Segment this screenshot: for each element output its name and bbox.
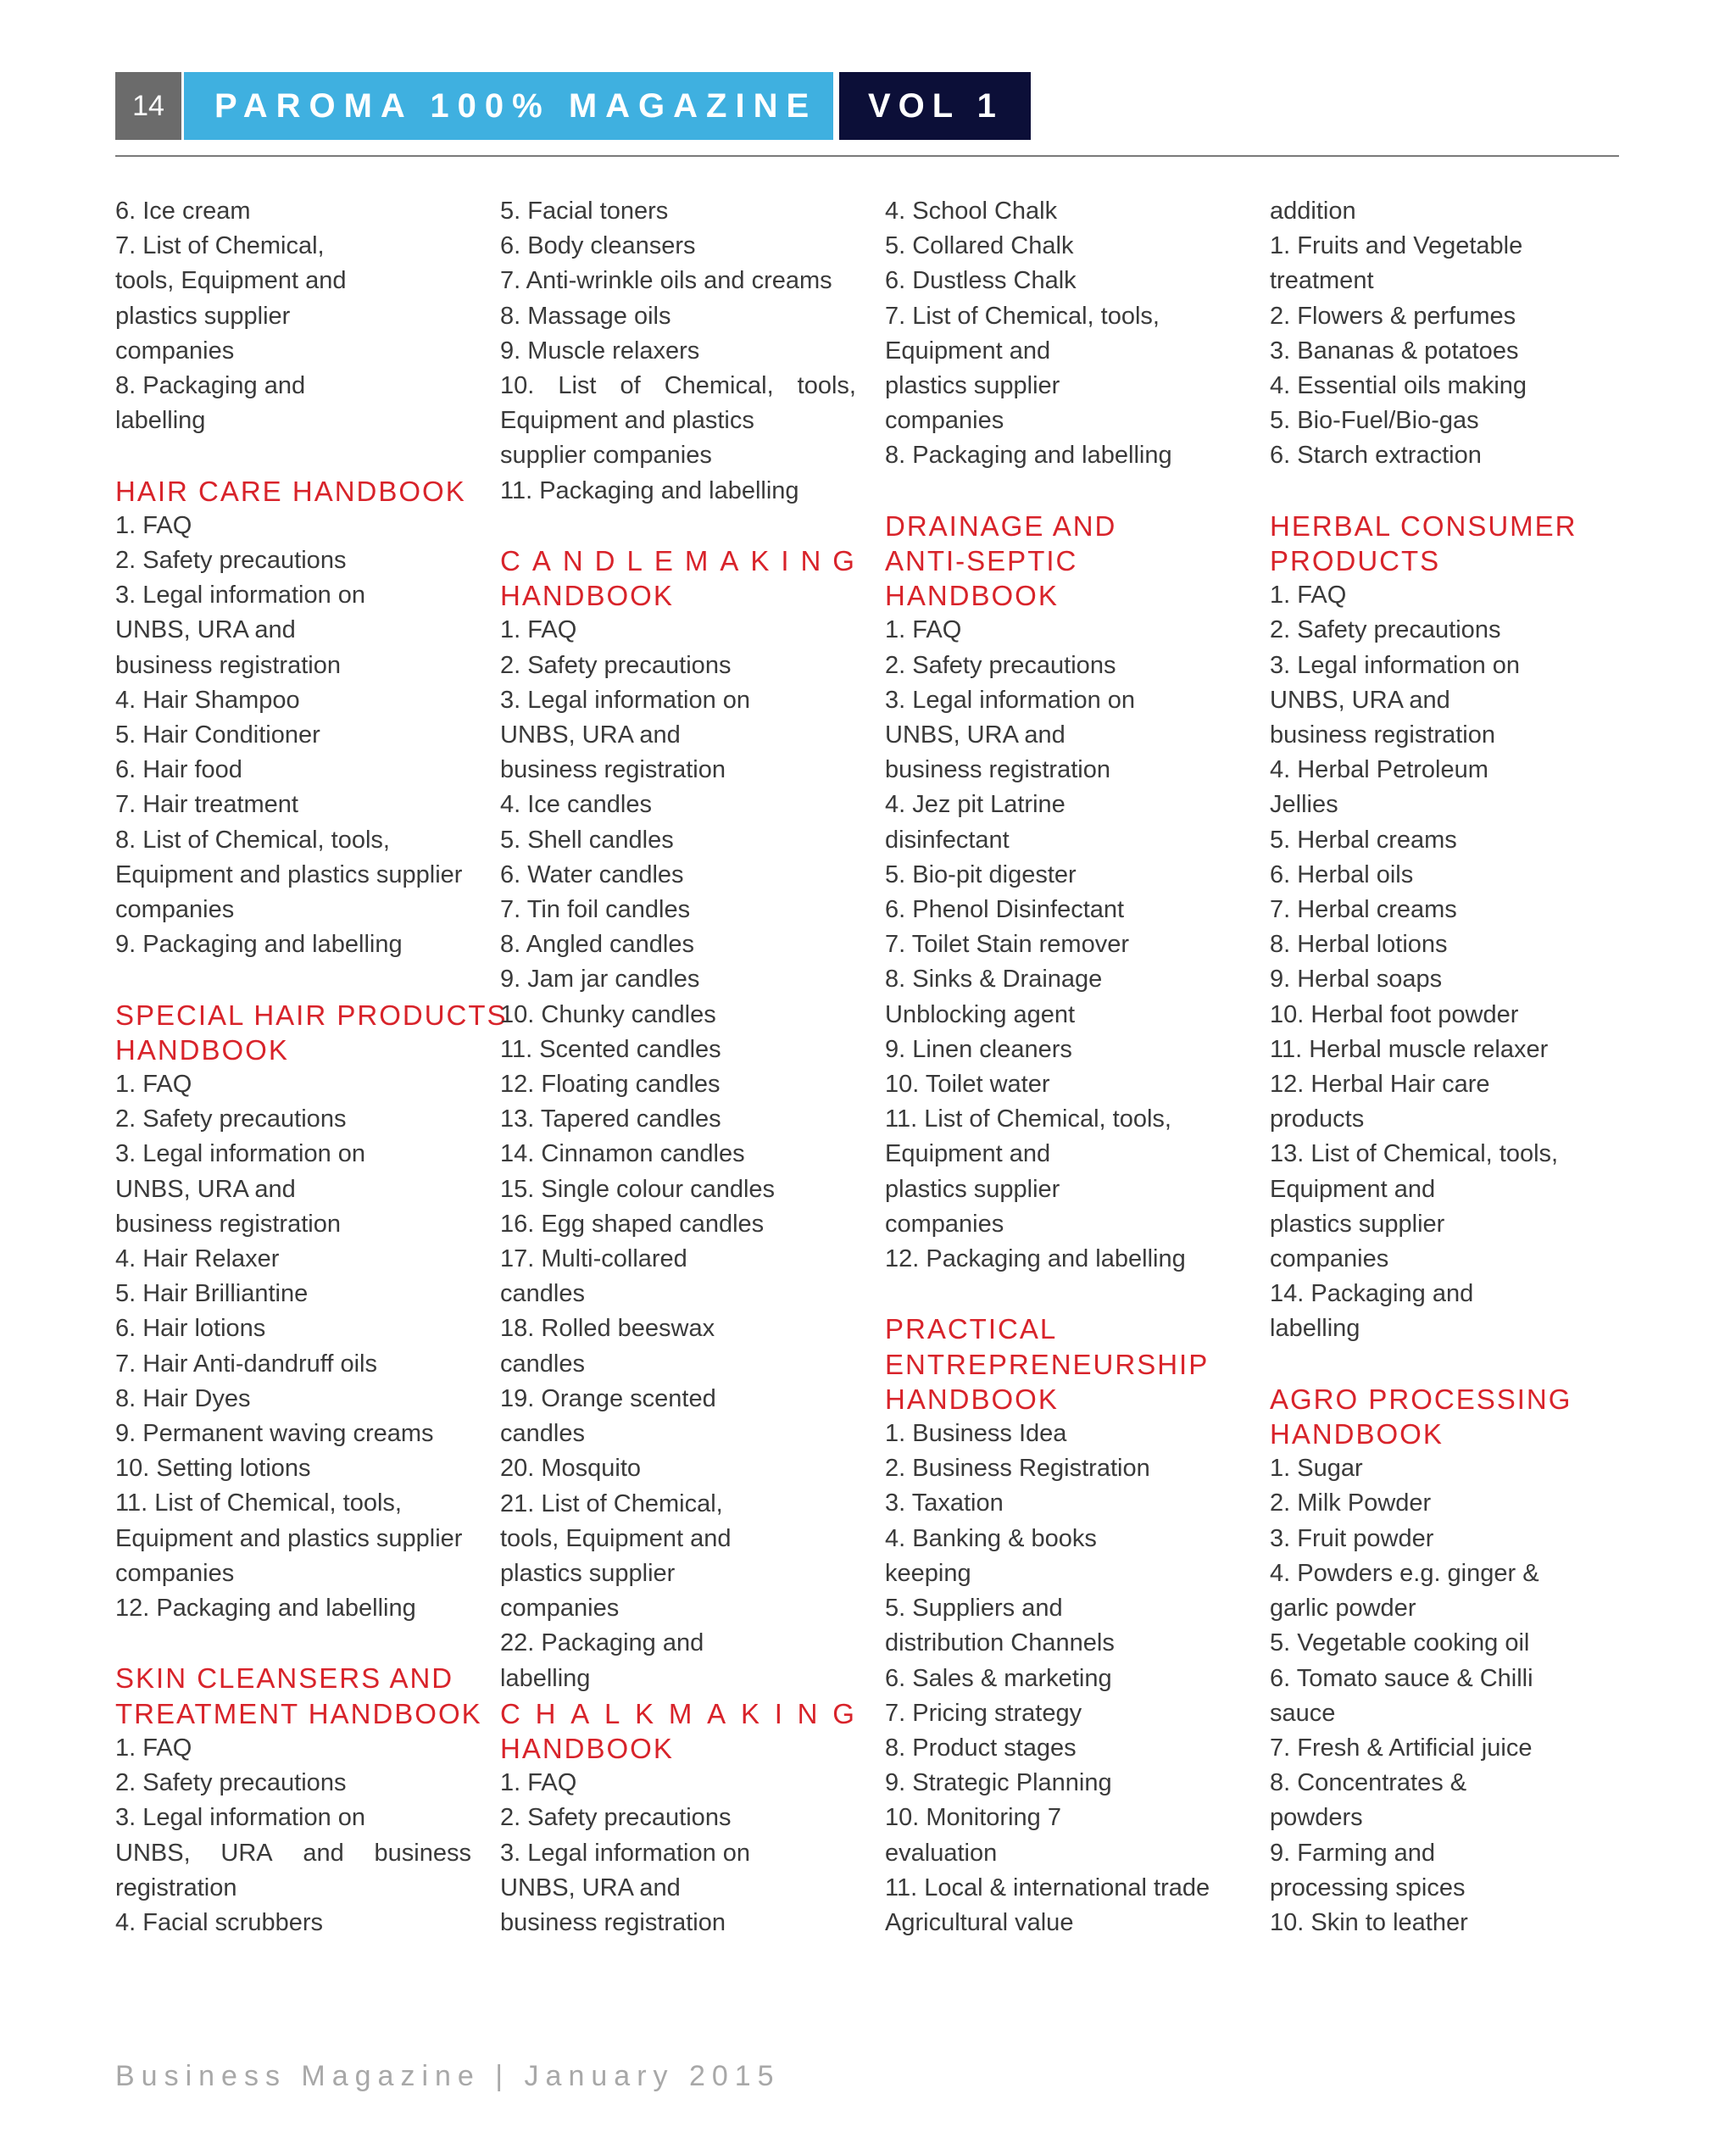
list-item: 3. Legal information on [500,686,751,714]
list-item: 21. List of Chemical, [500,1489,723,1517]
list-item: 10. Monitoring 7 [885,1804,1061,1832]
volume-label: VOL 1 [839,72,1031,140]
list-item: 10. Toilet water [885,1071,1050,1099]
list-item: disinfectant [885,826,1010,854]
list-item: Equipment and [885,337,1051,365]
heading-letter: A [570,1697,592,1729]
list-item: 8. Concentrates & [1270,1769,1467,1797]
list-item: 11. Herbal muscle relaxer [1270,1035,1549,1063]
list-item: 7. Herbal creams [1270,896,1457,924]
section-heading: SKIN CLEANSERS AND [115,1662,454,1695]
heading-letter: K [750,545,771,577]
heading-letter: I [781,545,791,577]
list-item: 2. Safety precautions [500,1804,732,1832]
section-heading: TREATMENT HANDBOOK [115,1697,482,1729]
list-item: UNBS, URA and [500,1873,681,1901]
heading-letter: L [626,545,644,577]
list-item: tools, Equipment and [500,1524,732,1552]
list-item: 2. Safety precautions [500,651,732,679]
list-item: companies [115,1559,235,1587]
list-item: candles [500,1420,585,1448]
spacer [885,474,1241,509]
line-word: UNBS, [115,1839,191,1867]
section-heading: HANDBOOK [115,1033,289,1066]
list-item: 10. Chunky candles [500,1000,716,1028]
list-item: 16. Egg shaped candles [500,1210,765,1238]
heading-letter: K [740,1697,761,1729]
list-item: business registration [500,756,726,784]
list-item: Equipment and plastics supplier [115,1524,463,1552]
list-item: 12. Floating candles [500,1071,721,1099]
list-item: 10. Skin to leather [1270,1908,1468,1936]
line-word: 10. [500,372,535,400]
section-heading [500,1696,856,1731]
heading-letter: A [707,1697,728,1729]
line-word: URA [220,1839,273,1867]
spacer [115,962,471,997]
list-item: 19. Orange scented [500,1384,716,1412]
list-item: 18. Rolled beeswax [500,1315,715,1343]
list-item: 8. Angled candles [500,931,694,959]
list-item: 9. Jam jar candles [500,966,700,994]
list-item: 7. Hair treatment [115,791,298,819]
content-column-4 [1270,194,1626,1940]
list-item: 17. Multi-collared [500,1245,687,1273]
line-word: Chemical, [664,372,774,400]
list-item: UNBS, URA and [885,721,1066,749]
list-item: 3. Legal information on [115,582,366,610]
section-heading: ANTI-SEPTIC [885,545,1078,577]
list-item: UNBS, URA and [1270,686,1450,714]
list-item: plastics supplier [885,1175,1060,1203]
heading-letter: A [720,545,741,577]
list-item: 3. Legal information on [115,1140,366,1168]
list-item: 6. Sales & marketing [885,1664,1112,1692]
list-item: Equipment and [1270,1175,1436,1203]
list-item: 2. Safety precautions [115,1769,347,1797]
heading-letter: A [531,545,553,577]
list-item: 14. Cinnamon candles [500,1140,745,1168]
list-item: 1. FAQ [500,616,577,644]
list-item: 4. Hair Shampoo [115,686,300,714]
list-item: 6. Ice cream [115,198,251,225]
heading-letter: M [684,545,710,577]
section-heading: AGRO PROCESSING [1270,1383,1572,1415]
spacer [115,1626,471,1661]
list-item: plastics supplier [1270,1210,1445,1238]
list-item: UNBS, URA and [500,721,681,749]
list-item: 9. Packaging and labelling [115,931,403,959]
list-item: 9. Permanent waving creams [115,1420,434,1448]
list-item: 7. Anti-wrinkle oils and creams [500,267,832,295]
list-item: 7. Toilet Stain remover [885,931,1129,959]
line-word: and [303,1839,344,1867]
list-item: 9. Herbal soaps [1270,966,1443,994]
list-item: 2. Safety precautions [885,651,1116,679]
heading-letter: L [604,1697,622,1729]
list-item: 9. Farming and [1270,1839,1436,1867]
list-item: 11. Packaging and labelling [500,476,799,504]
list-item: companies [115,896,235,924]
list-item: 12. Herbal Hair care [1270,1071,1490,1099]
list-item: 11. Local & international trade [885,1873,1210,1901]
list-item: 7. Fresh & Artificial juice [1270,1734,1533,1762]
heading-letter: K [635,1697,656,1729]
list-item: labelling [1270,1315,1360,1343]
list-item: 8. Massage oils [500,302,671,330]
list-item: 6. Body cleansers [500,232,696,260]
heading-letter: N [562,545,585,577]
list-item: 8. List of Chemical, tools, [115,826,390,854]
list-item: powders [1270,1804,1363,1832]
list-item: Equipment and plastics supplier [115,860,463,888]
heading-letter: I [774,1697,784,1729]
list-item: 22. Packaging and [500,1629,704,1657]
list-item: UNBS, URA and [115,616,296,644]
list-item: evaluation [885,1839,998,1867]
list-item: 5. Shell candles [500,826,674,854]
heading-letter: C [500,545,522,577]
list-item: 8. Packaging and labelling [885,442,1172,470]
list-item: 9. Muscle relaxers [500,337,700,365]
list-item [115,1836,471,1871]
list-item: 20. Mosquito [500,1455,642,1483]
list-item: 6. Herbal oils [1270,860,1414,888]
list-item: treatment [1270,267,1374,295]
list-item: 1. FAQ [885,616,962,644]
list-item: 8. Product stages [885,1734,1077,1762]
list-item: 3. Legal information on [500,1839,751,1867]
list-item: companies [115,337,235,365]
list-item: candles [500,1280,585,1308]
heading-letter: M [668,1697,694,1729]
list-item: 6. Water candles [500,860,684,888]
heading-letter: N [800,545,823,577]
list-item: Unblocking agent [885,1000,1076,1028]
list-item: 2. Safety precautions [115,547,347,575]
list-item: 6. Hair food [115,756,242,784]
list-item: 10. Setting lotions [115,1455,311,1483]
list-item: 12. Packaging and labelling [115,1595,416,1623]
list-item: 5. Hair Brilliantine [115,1280,309,1308]
list-item: labelling [500,1664,591,1692]
page-number: 14 [115,72,181,140]
list-item: 3. Legal information on [885,686,1136,714]
list-item: Equipment and plastics [500,407,754,435]
footer-text: Business Magazine | January 2015 [115,2060,781,2092]
spacer [500,509,856,543]
list-item: 1. Sugar [1270,1455,1363,1483]
spacer [115,438,471,473]
list-item: 4. Banking & books [885,1524,1097,1552]
list-item: Jellies [1270,791,1338,819]
section-heading: HANDBOOK [885,1383,1059,1415]
section-heading: HANDBOOK [500,580,674,612]
line-word: tools, [797,372,856,400]
list-item: 6. Dustless Chalk [885,267,1077,295]
list-item: Equipment and [885,1140,1051,1168]
list-item: 4. Facial scrubbers [115,1908,323,1936]
list-item: 4. Jez pit Latrine [885,791,1066,819]
list-item: 4. Herbal Petroleum [1270,756,1488,784]
list-item: 1. Business Idea [885,1420,1067,1448]
heading-letter: G [832,1697,856,1729]
list-item: 7. Tin foil candles [500,896,691,924]
list-item: 2. Flowers & perfumes [1270,302,1516,330]
list-item: 4. Powders e.g. ginger & [1270,1559,1539,1587]
header-divider [115,155,1619,157]
section-heading: PRACTICAL [885,1313,1058,1345]
list-item: 11. List of Chemical, tools, [885,1105,1171,1133]
list-item: registration [115,1873,237,1901]
list-item: 8. Hair Dyes [115,1384,251,1412]
list-item: business registration [500,1908,726,1936]
spacer [885,1277,1241,1311]
list-item: 3. Fruit powder [1270,1524,1434,1552]
heading-letter: N [797,1697,820,1729]
list-item: 1. FAQ [115,1734,192,1762]
list-item: 1. Fruits and Vegetable [1270,232,1523,260]
heading-letter: C [500,1697,522,1729]
magazine-title: PAROMA 100% MAGAZINE [184,72,833,140]
section-heading: DRAINAGE AND [885,509,1117,542]
list-item: 5. Hair Conditioner [115,721,320,749]
list-item: 4. Hair Relaxer [115,1245,280,1273]
content-column-2 [500,194,856,1940]
list-item: 12. Packaging and labelling [885,1245,1186,1273]
list-item: 2. Safety precautions [115,1105,347,1133]
list-item: 6. Phenol Disinfectant [885,896,1125,924]
list-item: 10. Herbal foot powder [1270,1000,1519,1028]
list-item: 4. School Chalk [885,198,1058,225]
section-heading [500,543,856,578]
list-item: 11. List of Chemical, tools, [115,1489,402,1517]
content-column-3 [885,194,1241,1940]
list-item: 2. Milk Powder [1270,1489,1432,1517]
list-item: 13. Tapered candles [500,1105,721,1133]
list-item: 6. Hair lotions [115,1315,266,1343]
list-item: 5. Herbal creams [1270,826,1457,854]
list-item: 4. Ice candles [500,791,652,819]
list-item: 9. Strategic Planning [885,1769,1112,1797]
list-item: 5. Suppliers and [885,1595,1063,1623]
list-item: garlic powder [1270,1595,1416,1623]
line-word: of [620,372,641,400]
list-item: sauce [1270,1699,1336,1727]
list-item: 6. Tomato sauce & Chilli [1270,1664,1533,1692]
list-item: Agricultural value [885,1908,1074,1936]
heading-letter: H [535,1697,558,1729]
list-item: 7. List of Chemical, tools, [885,302,1160,330]
list-item: distribution Channels [885,1629,1115,1657]
list-item: 8. Herbal lotions [1270,931,1448,959]
section-heading: PRODUCTS [1270,545,1441,577]
heading-letter: G [832,545,856,577]
section-heading: HAIR CARE HANDBOOK [115,475,466,507]
list-item: business registration [1270,721,1495,749]
list-item: plastics supplier [115,302,291,330]
list-item: companies [500,1595,620,1623]
list-item: 5. Vegetable cooking oil [1270,1629,1530,1657]
spacer [1270,1347,1626,1382]
section-heading: ENTREPRENEURSHIP [885,1348,1210,1380]
list-item: tools, Equipment and [115,267,347,295]
list-item: 5. Facial toners [500,198,669,225]
list-item: companies [885,1210,1004,1238]
list-item: labelling [115,407,206,435]
list-item: 8. Packaging and [115,372,306,400]
list-item: 6. Starch extraction [1270,442,1482,470]
list-item: 3. Legal information on [115,1804,366,1832]
list-item: companies [885,407,1004,435]
list-item: keeping [885,1559,971,1587]
list-item: 11. Scented candles [500,1035,721,1063]
list-item [500,369,856,404]
list-item: 5. Collared Chalk [885,232,1074,260]
list-item: 8. Sinks & Drainage [885,966,1103,994]
spacer [1270,474,1626,509]
list-item: 7. Pricing strategy [885,1699,1082,1727]
list-item: 1. FAQ [1270,582,1347,610]
list-item: 9. Linen cleaners [885,1035,1072,1063]
list-item: 2. Business Registration [885,1455,1150,1483]
list-item: 1. FAQ [115,1071,192,1099]
list-item: 7. Hair Anti-dandruff oils [115,1350,377,1378]
list-item: products [1270,1105,1365,1133]
section-heading: SPECIAL HAIR PRODUCTS [115,999,508,1031]
list-item: business registration [885,756,1110,784]
list-item: 1. FAQ [500,1769,577,1797]
list-item: UNBS, URA and [115,1175,296,1203]
section-heading: HANDBOOK [1270,1418,1444,1450]
list-item: 15. Single colour candles [500,1175,776,1203]
list-item: 3. Taxation [885,1489,1004,1517]
content-column-1 [115,194,508,1940]
list-item: 5. Bio-pit digester [885,860,1077,888]
list-item: candles [500,1350,585,1378]
list-item: addition [1270,198,1356,225]
section-heading: HANDBOOK [885,580,1059,612]
list-item: business registration [115,651,341,679]
heading-letter: D [594,545,617,577]
list-item: 4. Essential oils making [1270,372,1527,400]
section-heading: HERBAL CONSUMER [1270,509,1577,542]
list-item: processing spices [1270,1873,1466,1901]
line-word: business [374,1839,471,1867]
list-item: 5. Bio-Fuel/Bio-gas [1270,407,1479,435]
list-item: 14. Packaging and [1270,1280,1474,1308]
list-item: 3. Legal information on [1270,651,1521,679]
line-word: List [558,372,597,400]
list-item: 1. FAQ [115,511,192,539]
list-item: 2. Safety precautions [1270,616,1501,644]
list-item: 3. Bananas & potatoes [1270,337,1519,365]
list-item: 13. List of Chemical, tools, [1270,1140,1559,1168]
list-item: plastics supplier [500,1559,676,1587]
list-item: plastics supplier [885,372,1060,400]
section-heading: HANDBOOK [500,1732,674,1764]
list-item: supplier companies [500,442,712,470]
list-item: companies [1270,1245,1389,1273]
list-item: business registration [115,1210,341,1238]
heading-letter: E [654,545,675,577]
list-item: 7. List of Chemical, [115,232,325,260]
